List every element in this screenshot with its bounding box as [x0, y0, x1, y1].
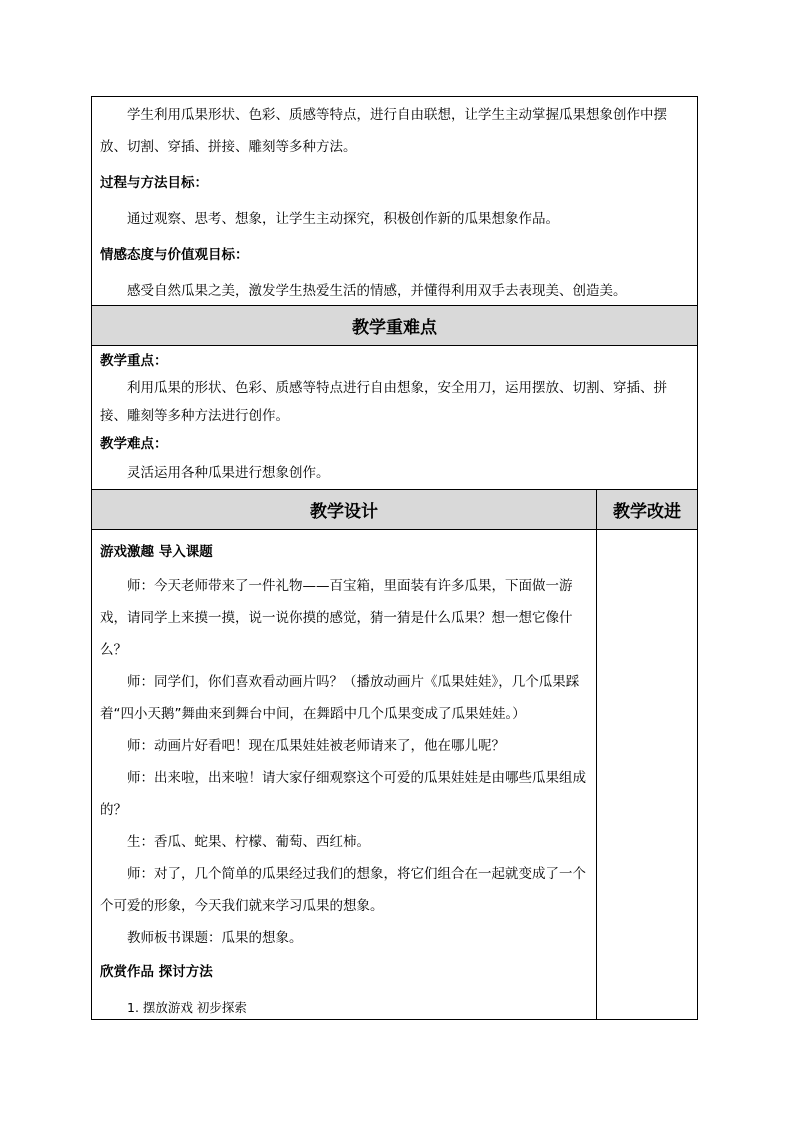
section-intro-heading: 游戏激趣 导入课题: [100, 544, 213, 560]
process-goal-text: 通过观察、思考、想象，让学生主动探究，积极创作新的瓜果想象作品。: [127, 211, 559, 227]
design-paragraph: 教师板书课题：瓜果的想象。: [127, 930, 303, 946]
difficulty-heading: 教学难点：: [100, 436, 168, 452]
focus-text: 利用瓜果的形状、色彩、质感等特点进行自由想象，安全用刀，运用摆放、切割、穿插、拼接、雕刻等多种方法进行创作。: [100, 380, 667, 424]
lesson-plan-table: [91, 96, 698, 1020]
design-paragraph: 生：香瓜、蛇果、柠檬、葡萄、西红柿。: [127, 834, 370, 850]
design-paragraph: 师：出来啦，出来啦！请大家仔细观察这个可爱的瓜果娃娃是由哪些瓜果组成的？: [100, 770, 586, 818]
design-paragraph: 师：今天老师带来了一件礼物——百宝箱，里面装有许多瓜果，下面做一游戏，请同学上来摸一摸，说一说你摸的感觉，猜一猜是什么瓜果？想一想它像什么？: [100, 578, 573, 658]
design-content-cell: [92, 530, 597, 1020]
section-appreciate-heading: 欣赏作品 探讨方法: [100, 964, 213, 980]
design-column-header: 教学设计: [92, 490, 597, 530]
design-paragraph: 师：动画片好看吧！现在瓜果娃娃被老师请来了，他在哪儿呢？: [127, 738, 505, 754]
numbered-item: 1. 摆放游戏 初步探索: [127, 1000, 247, 1015]
improvement-content-cell: [597, 530, 698, 1020]
focus-heading: 教学重点：: [100, 353, 168, 369]
difficulty-text: 灵活运用各种瓜果进行想象创作。: [127, 465, 330, 481]
design-paragraph: 师：对了，几个简单的瓜果经过我们的想象，将它们组合在一起就变成了一个个可爱的形象，今天我们就来学习瓜果的想象。: [100, 866, 586, 914]
emotion-goal-text: 感受自然瓜果之美，激发学生热爱生活的情感，并懂得利用双手去表现美、创造美。: [127, 283, 627, 299]
process-goal-heading: 过程与方法目标：: [100, 175, 208, 191]
design-paragraph: 师：同学们，你们喜欢看动画片吗？（播放动画片《瓜果娃娃》，几个瓜果踩着“四小天鹅”舞曲来到舞台中间，在舞蹈中几个瓜果变成了瓜果娃娃。）: [100, 674, 580, 722]
improvement-column-header: 教学改进: [597, 490, 698, 530]
knowledge-goal-text: 学生利用瓜果形状、色彩、质感等特点，进行自由联想，让学生主动掌握瓜果想象创作中摆放、切割、穿插、拼接、雕刻等多种方法。: [100, 107, 667, 155]
design-content-row: [92, 530, 698, 1020]
key-points-header: 教学重难点: [92, 306, 698, 346]
design-header-row: [92, 490, 698, 530]
key-points-cell: [92, 346, 698, 490]
goals-cell: [92, 97, 698, 306]
emotion-goal-heading: 情感态度与价值观目标：: [100, 247, 249, 263]
